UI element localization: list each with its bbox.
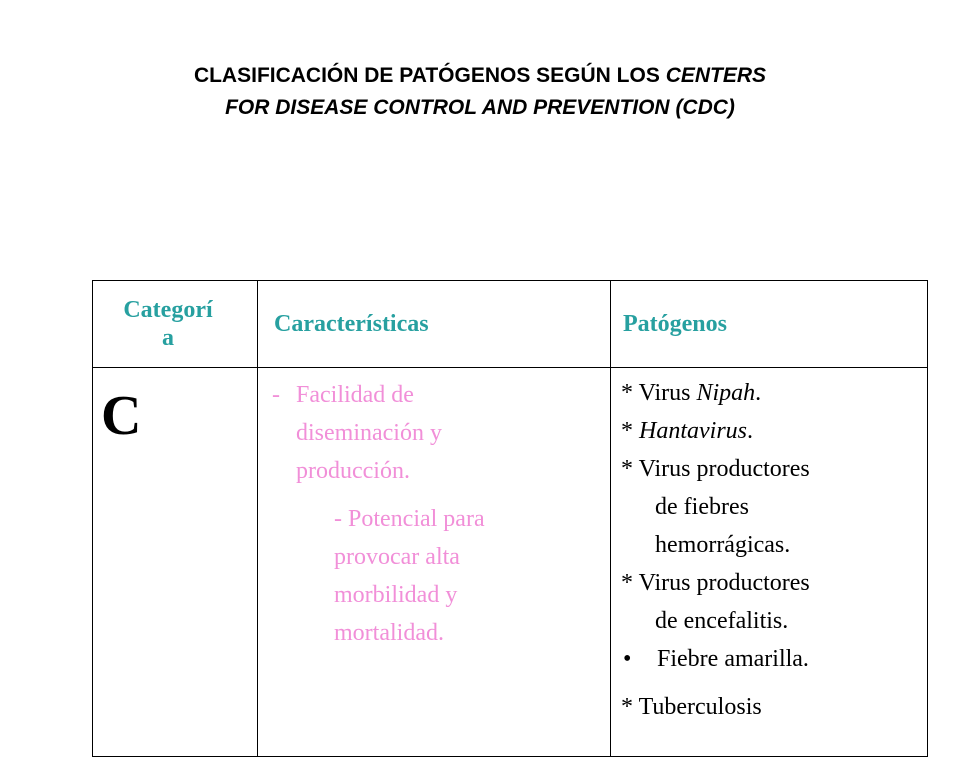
title-line-2-tail: (CDC) — [669, 96, 735, 119]
pathogen-nipah-suffix: . — [755, 380, 762, 406]
title-line-2-italic: FOR DISEASE CONTROL AND PREVENTION — [225, 96, 670, 119]
header-patogenos — [611, 281, 928, 368]
header-categoria-line-1: Categorí — [123, 297, 213, 323]
pathogen-hantavirus-name: Hantavirus — [639, 418, 747, 444]
header-patogenos-text: Patógenos — [623, 311, 727, 337]
pathogen-hantavirus-prefix: * — [621, 418, 639, 444]
pathogen-hantavirus-suffix: . — [747, 418, 753, 444]
header-categoria-text — [93, 296, 243, 352]
header-categoria — [93, 281, 258, 368]
characteristic-1-line-2: diseminación y — [296, 420, 442, 446]
header-caracteristicas — [258, 281, 611, 368]
pathogen-nipah-prefix: * Virus — [621, 380, 697, 406]
characteristic-2-line-2: provocar alta — [334, 544, 460, 570]
pathogen-tuberculosis: * Tuberculosis — [621, 694, 762, 720]
characteristic-item-2 — [258, 500, 610, 652]
characteristic-2-line-4: mortalidad. — [334, 620, 444, 646]
pathogens-list — [611, 368, 927, 726]
pathogen-yellow-fever — [621, 640, 927, 678]
pathogens-cell — [611, 368, 928, 757]
characteristic-1-line-3: producción. — [296, 458, 410, 484]
characteristics-cell — [258, 368, 611, 757]
title-line-1-italic: CENTERS — [665, 64, 767, 87]
pathogen-hemorrhagic-line-1: * Virus productores — [621, 456, 810, 482]
characteristic-2-line-1: - Potencial para — [334, 506, 485, 532]
pathogen-encephalitis-line-2: de encefalitis. — [655, 608, 789, 634]
title-line-1-main: CLASIFICACIÓN DE PATÓGENOS SEGÚN LOS — [193, 64, 666, 87]
title-line-2 — [60, 92, 900, 124]
characteristic-item-1 — [258, 376, 610, 490]
pathogen-hemorrhagic-line-3: hemorrágicas. — [655, 532, 791, 558]
bullet-icon: • — [623, 646, 632, 672]
table-row — [93, 368, 928, 757]
characteristic-1-line-1: Facilidad de — [296, 382, 414, 408]
dash-marker: - — [272, 382, 280, 408]
category-letter: C — [101, 385, 142, 447]
pathogen-encephalitis-line-1: * Virus productores — [621, 570, 810, 596]
pathogen-nipah — [621, 374, 927, 412]
pathogen-yellow-fever-text: Fiebre amarilla. — [657, 646, 809, 672]
header-caracteristicas-text: Características — [274, 311, 429, 337]
characteristic-2-line-3: morbilidad y — [334, 582, 458, 608]
category-cell — [93, 368, 258, 757]
table-header-row — [93, 281, 928, 368]
pathogen-hemorrhagic-line-2: de fiebres — [655, 494, 749, 520]
classification-table — [92, 280, 928, 757]
classification-table-wrapper — [92, 280, 928, 757]
characteristics-list — [258, 376, 610, 652]
slide-title — [60, 60, 900, 124]
title-line-1 — [60, 60, 900, 92]
header-categoria-line-2: a — [162, 325, 174, 351]
pathogen-hantavirus — [621, 412, 927, 450]
pathogen-nipah-name: Nipah — [696, 380, 756, 406]
